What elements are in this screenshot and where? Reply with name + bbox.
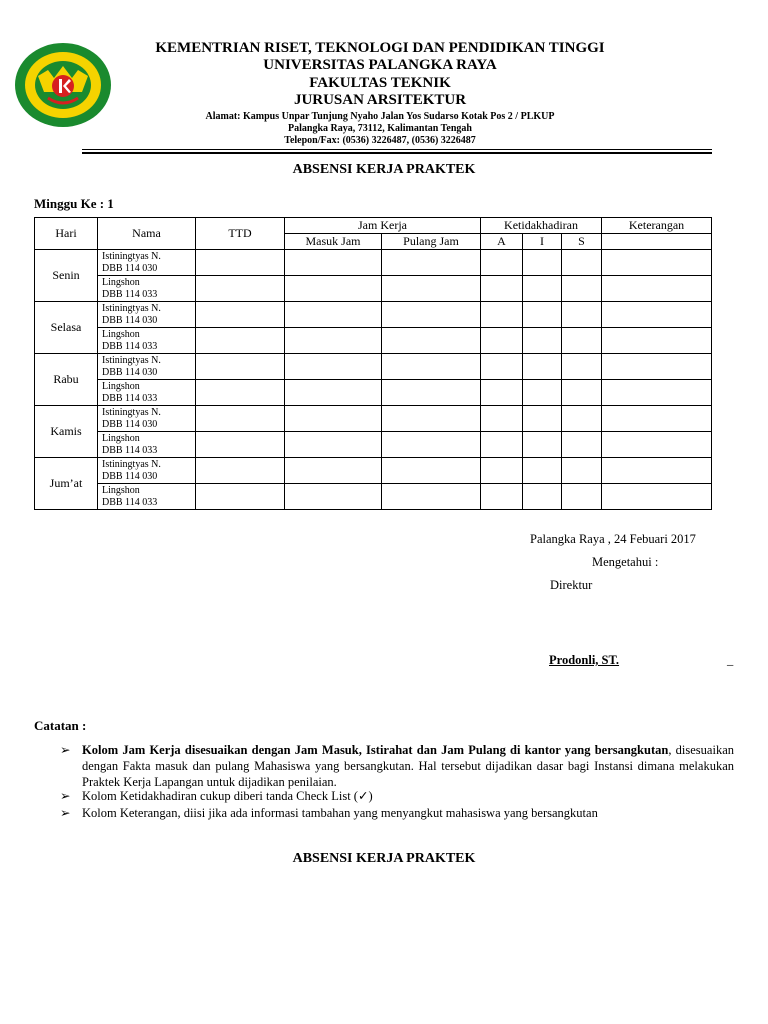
name-cell (98, 276, 196, 302)
arrow-bullet-icon: ➢ (60, 806, 71, 820)
header-a: A (481, 234, 523, 250)
absent-i-cell[interactable] (523, 432, 562, 458)
absent-s-cell[interactable] (562, 302, 602, 328)
ttd-cell[interactable] (196, 276, 285, 302)
name-cell (98, 458, 196, 484)
student-id: DBB 114 033 (102, 340, 158, 352)
masuk-cell[interactable] (285, 432, 382, 458)
header-i: I (523, 234, 562, 250)
student-name: Lingshon (102, 484, 140, 496)
keterangan-cell[interactable] (602, 432, 712, 458)
keterangan-cell[interactable] (602, 276, 712, 302)
header-pulang-jam: Pulang Jam (382, 234, 481, 250)
header-divider-thin (82, 149, 712, 150)
absent-i-cell[interactable] (523, 328, 562, 354)
keterangan-cell[interactable] (602, 250, 712, 276)
student-name: Lingshon (102, 328, 140, 340)
day-cell: Rabu (35, 354, 98, 406)
absent-s-cell[interactable] (562, 380, 602, 406)
pulang-cell[interactable] (382, 250, 481, 276)
city-line: Palangka Raya, 73112, Kalimantan Tengah (288, 123, 472, 134)
masuk-cell[interactable] (285, 484, 382, 510)
keterangan-cell[interactable] (602, 458, 712, 484)
student-id: DBB 114 030 (102, 470, 158, 482)
student-id: DBB 114 030 (102, 418, 158, 430)
absent-i-cell[interactable] (523, 354, 562, 380)
pulang-cell[interactable] (382, 328, 481, 354)
name-cell (98, 354, 196, 380)
absent-i-cell[interactable] (523, 484, 562, 510)
student-id: DBB 114 033 (102, 444, 158, 456)
note-item-work-hours (60, 742, 734, 790)
student-id: DBB 114 033 (102, 392, 158, 404)
student-name: Lingshon (102, 380, 140, 392)
student-name: Istiningtyas N. (102, 302, 161, 314)
name-cell (98, 302, 196, 328)
absent-a-cell[interactable] (481, 406, 523, 432)
absent-a-cell[interactable] (481, 432, 523, 458)
masuk-cell[interactable] (285, 328, 382, 354)
student-id: DBB 114 033 (102, 496, 158, 508)
pulang-cell[interactable] (382, 484, 481, 510)
keterangan-cell[interactable] (602, 302, 712, 328)
note-item-remarks (60, 805, 734, 821)
faculty-title: FAKULTAS TEKNIK (309, 75, 451, 91)
masuk-cell[interactable] (285, 380, 382, 406)
absent-s-cell[interactable] (562, 276, 602, 302)
ttd-cell[interactable] (196, 458, 285, 484)
masuk-cell[interactable] (285, 276, 382, 302)
student-id: DBB 114 030 (102, 366, 158, 378)
pulang-cell[interactable] (382, 302, 481, 328)
table-row (35, 484, 712, 510)
pulang-cell[interactable] (382, 458, 481, 484)
place-date: Palangka Raya , 24 Febuari 2017 (530, 532, 696, 546)
absent-a-cell[interactable] (481, 484, 523, 510)
masuk-cell[interactable] (285, 250, 382, 276)
absent-i-cell[interactable] (523, 302, 562, 328)
absent-i-cell[interactable] (523, 458, 562, 484)
attendance-body (35, 250, 712, 510)
name-cell (98, 406, 196, 432)
header-hari: Hari (35, 218, 98, 250)
header-ttd: TTD (196, 218, 285, 250)
header-masuk-jam: Masuk Jam (285, 234, 382, 250)
ttd-cell[interactable] (196, 354, 285, 380)
absent-i-cell[interactable] (523, 406, 562, 432)
student-id: DBB 114 030 (102, 314, 158, 326)
student-name: Lingshon (102, 432, 140, 444)
document-title-repeat: ABSENSI KERJA PRAKTEK (292, 851, 476, 866)
absent-s-cell[interactable] (562, 250, 602, 276)
ttd-cell[interactable] (196, 406, 285, 432)
arrow-bullet-icon: ➢ (60, 743, 71, 757)
name-cell (98, 250, 196, 276)
absent-s-cell[interactable] (562, 484, 602, 510)
address-line: Alamat: Kampus Unpar Tunjung Nyaho Jalan Yos Sudarso Kotak Pos 2 / PLKUP (205, 111, 555, 122)
table-row (35, 276, 712, 302)
note-work-hours-rest: , disesuaikan dengan Fakta masuk dan pulang Mahasiswa yang bersangkutan. Hal tersebut dijadikan dasar bagi Instansi dimana melakukan Praktek Kerja Lapangan untuk dijadikan penilaian. (82, 743, 734, 789)
header-divider-thick (82, 152, 712, 154)
signatory-name: Prodonli, ST. (549, 653, 620, 667)
name-cell (98, 328, 196, 354)
ttd-cell[interactable] (196, 250, 285, 276)
department-title: JURUSAN ARSITEKTUR (293, 92, 467, 108)
acknowledged-label: Mengetahui : (592, 555, 659, 569)
week-label: Minggu Ke : 1 (34, 196, 114, 211)
keterangan-cell[interactable] (602, 380, 712, 406)
absent-i-cell[interactable] (523, 276, 562, 302)
director-label: Direktur (550, 578, 593, 592)
absent-s-cell[interactable] (562, 354, 602, 380)
keterangan-cell[interactable] (602, 354, 712, 380)
absent-s-cell[interactable] (562, 458, 602, 484)
document-title: ABSENSI KERJA PRAKTEK (292, 162, 476, 177)
pulang-cell[interactable] (382, 406, 481, 432)
header-nama: Nama (98, 218, 196, 250)
header-jam-kerja: Jam Kerja (285, 218, 481, 234)
notes-label: Catatan : (34, 718, 87, 733)
student-name: Istiningtyas N. (102, 354, 161, 366)
student-id: DBB 114 033 (102, 288, 158, 300)
day-cell: Senin (35, 250, 98, 302)
phone-line: Telepon/Fax: (0536) 3226487, (0536) 3226487 (284, 135, 476, 146)
student-name: Istiningtyas N. (102, 406, 161, 418)
table-row (35, 328, 712, 354)
signature-trailing-mark: _ (727, 653, 734, 667)
masuk-cell[interactable] (285, 354, 382, 380)
header-keterangan: Keterangan (602, 218, 712, 234)
day-cell: Selasa (35, 302, 98, 354)
absent-a-cell[interactable] (481, 458, 523, 484)
absent-a-cell[interactable] (481, 250, 523, 276)
student-name: Lingshon (102, 276, 140, 288)
keterangan-cell[interactable] (602, 406, 712, 432)
day-cell: Kamis (35, 406, 98, 458)
absent-a-cell[interactable] (481, 328, 523, 354)
attendance-table (34, 217, 712, 510)
arrow-bullet-icon: ➢ (60, 789, 71, 803)
keterangan-cell[interactable] (602, 484, 712, 510)
note-work-hours-bold: Kolom Jam Kerja disesuaikan dengan Jam Masuk, Istirahat dan Jam Pulang di kantor yang bersangkutan (82, 743, 669, 757)
masuk-cell[interactable] (285, 302, 382, 328)
header-keterangan-blank (602, 234, 712, 250)
absent-a-cell[interactable] (481, 276, 523, 302)
pulang-cell[interactable] (382, 432, 481, 458)
university-title: UNIVERSITAS PALANGKA RAYA (263, 57, 497, 73)
absent-s-cell[interactable] (562, 432, 602, 458)
student-name: Istiningtyas N. (102, 458, 161, 470)
university-logo (14, 42, 112, 128)
masuk-cell[interactable] (285, 406, 382, 432)
ministry-title: KEMENTRIAN RISET, TEKNOLOGI DAN PENDIDIKAN TINGGI (155, 40, 605, 56)
ttd-cell[interactable] (196, 380, 285, 406)
table-row (35, 302, 712, 328)
pulang-cell[interactable] (382, 354, 481, 380)
absent-i-cell[interactable] (523, 380, 562, 406)
table-row (35, 458, 712, 484)
pulang-cell[interactable] (382, 276, 481, 302)
absent-s-cell[interactable] (562, 406, 602, 432)
ttd-cell[interactable] (196, 302, 285, 328)
note-absence-text: Kolom Ketidakhadiran cukup diberi tanda Check List (✓) (82, 789, 373, 803)
absent-a-cell[interactable] (481, 302, 523, 328)
absent-a-cell[interactable] (481, 380, 523, 406)
keterangan-cell[interactable] (602, 328, 712, 354)
masuk-cell[interactable] (285, 458, 382, 484)
note-remarks-text: Kolom Keterangan, diisi jika ada informasi tambahan yang menyangkut mahasiswa yang bersangkutan (82, 806, 598, 820)
header-s: S (562, 234, 602, 250)
note-item-absence (60, 788, 734, 804)
absent-a-cell[interactable] (481, 354, 523, 380)
ttd-cell[interactable] (196, 484, 285, 510)
ttd-cell[interactable] (196, 432, 285, 458)
day-cell: Jum’at (35, 458, 98, 510)
header-ketidakhadiran: Ketidakhadiran (481, 218, 602, 234)
pulang-cell[interactable] (382, 380, 481, 406)
table-row (35, 406, 712, 432)
student-id: DBB 114 030 (102, 262, 158, 274)
student-name: Istiningtyas N. (102, 250, 161, 262)
table-row (35, 432, 712, 458)
absent-s-cell[interactable] (562, 328, 602, 354)
name-cell (98, 380, 196, 406)
table-row (35, 380, 712, 406)
table-row (35, 354, 712, 380)
name-cell (98, 484, 196, 510)
ttd-cell[interactable] (196, 328, 285, 354)
table-row (35, 250, 712, 276)
absent-i-cell[interactable] (523, 250, 562, 276)
name-cell (98, 432, 196, 458)
